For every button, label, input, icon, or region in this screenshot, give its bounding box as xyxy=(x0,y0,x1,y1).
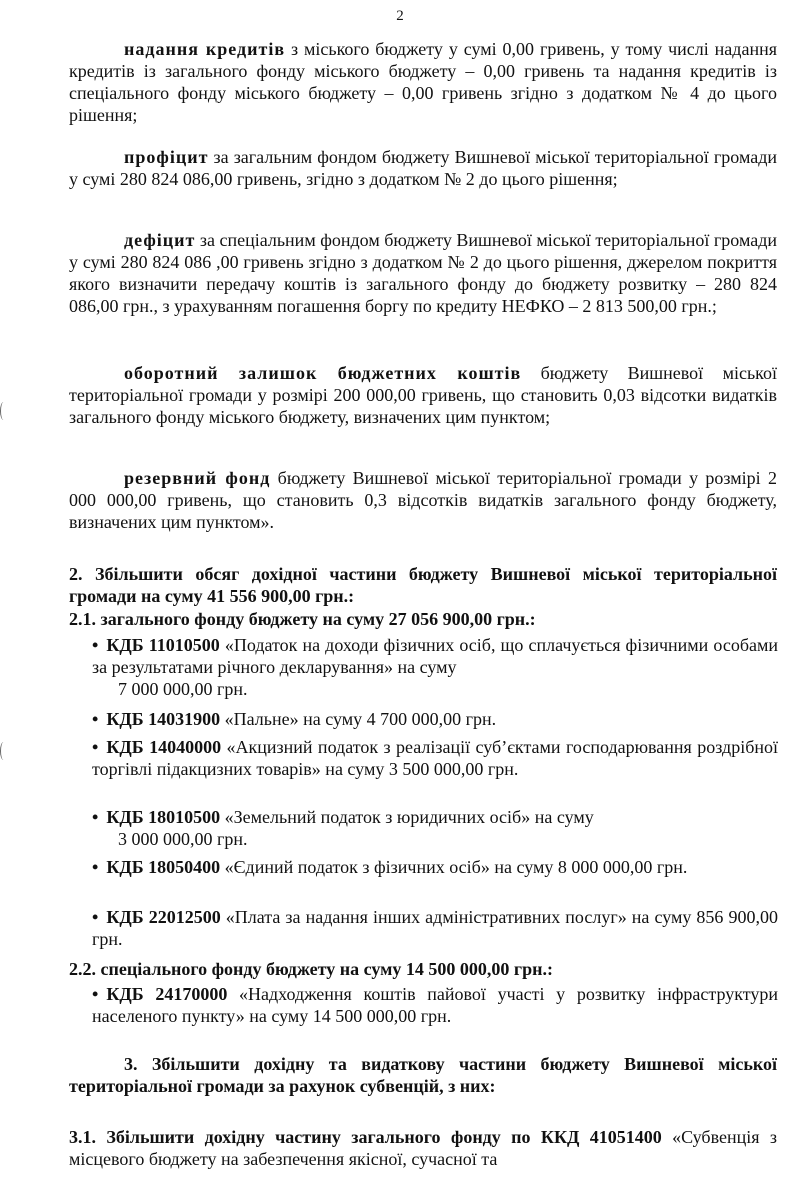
list-item xyxy=(92,906,778,950)
paragraph-deficit xyxy=(69,229,777,317)
paragraph-3-1 xyxy=(69,1126,777,1170)
budget-code: КДБ 14040000 xyxy=(106,737,222,757)
list-item-continuation: 7 000 000,00 грн. xyxy=(118,679,248,699)
budget-code: КДБ 14031900 xyxy=(106,709,221,729)
paragraph-credits xyxy=(69,38,777,126)
term-credits: надання кредитів xyxy=(124,39,286,59)
bullet-icon: • xyxy=(92,737,99,757)
list-item-text: «Єдиний податок з фізичних осіб» на суму 8 000 000,00 грн. xyxy=(220,857,688,877)
list-item-text: «Плата за надання інших адміністративних послуг» на суму 856 900,00 грн. xyxy=(92,907,778,949)
list-item-text: «Акцизний податок з реалізації суб’єктами господарювання роздрібної торгівлі підакцизних товарів» на суму 3 500 000,00 грн. xyxy=(92,737,778,779)
paragraph-credits-text: з міського бюджету у сумі 0,00 гривень, у тому числі надання кредитів із загального фонду міського бюджету – 0,00 гривень та надання кредитів із спеціального фонду міського бюджету – 0,00 гривень згідно з додатком № 4 до цього рішення; xyxy=(69,39,777,125)
list-item-text: «Податок на доходи фізичних осіб, що сплачується фізичними особами за результатами річного декларування» на суму xyxy=(92,635,778,677)
term-surplus: профіцит xyxy=(124,147,209,167)
paragraph-3-1-text: «Субвенція з місцевого бюджету на забезпечення якісної, сучасної та xyxy=(69,1127,777,1169)
section-3-heading: 3. Збільшити дохідну та видаткову частини бюджету Вишневої міської територіальної громади за рахунок субвенцій, з них: xyxy=(69,1054,777,1096)
budget-code: КДБ 24170000 xyxy=(106,984,228,1004)
term-deficit: дефіцит xyxy=(124,230,196,250)
bullet-icon: • xyxy=(92,907,99,927)
list-item-text: «Пальне» на суму 4 700 000,00 грн. xyxy=(220,709,497,729)
list-item xyxy=(92,856,778,878)
list-item-text: «Земельний податок з юридичних осіб» на суму xyxy=(220,807,594,827)
paragraph-working-balance-text: бюджету Вишневої міської територіальної громади у розмірі 200 000,00 гривень, що становить 0,03 відсотки видатків загального фонду міського бюджету, визначених цим пунктом; xyxy=(69,363,777,427)
term-reserve-fund: резервний фонд xyxy=(124,468,271,488)
section-2-2-heading: 2.2. спеціального фонду бюджету на суму 14 500 000,00 грн.: xyxy=(69,959,553,979)
list-item xyxy=(92,634,778,700)
list-item xyxy=(92,806,778,850)
bullet-icon: • xyxy=(92,709,99,729)
budget-code: КДБ 18010500 xyxy=(106,807,221,827)
paragraph-surplus-text: за загальним фондом бюджету Вишневої міської територіальної громади у сумі 280 824 086,00 гривень, згідно з додатком № 2 до цього рішення; xyxy=(69,147,777,189)
bullet-icon: • xyxy=(92,807,99,827)
page-number: 2 xyxy=(396,8,404,24)
list-item-text: «Надходження коштів пайової участі у розвитку інфраструктури населеного пункту» на суму 14 500 000,00 грн. xyxy=(92,984,778,1026)
list-item-continuation: 3 000 000,00 грн. xyxy=(118,829,248,849)
list-item xyxy=(92,736,778,780)
term-working-balance: оборотний залишок бюджетних коштів xyxy=(124,363,522,383)
scan-margin-mark xyxy=(0,402,7,420)
paragraph-deficit-text: за спеціальним фондом бюджету Вишневої міської територіальної громади у сумі 280 824 086 ,00 гривень згідно з додатком № 2 до цього рішення, джерелом покриття якого визначити передачу коштів із загального фонду до бюджету розвитку – 280 824 086,00 грн., з урахуванням погашення боргу по кредиту НЕФКО – 2 813 500,00 грн.; xyxy=(69,230,777,316)
section-2-1-heading: 2.1. загального фонду бюджету на суму 27 056 900,00 грн.: xyxy=(69,609,536,629)
section-3-1-lead: 3.1. Збільшити дохідну частину загального фонду по ККД 41051400 xyxy=(69,1127,662,1147)
paragraph-reserve-fund xyxy=(69,467,777,533)
paragraph-surplus xyxy=(69,146,777,190)
bullet-icon: • xyxy=(92,635,99,655)
list-item xyxy=(92,708,778,730)
budget-code: КДБ 22012500 xyxy=(106,907,221,927)
budget-code: КДБ 18050400 xyxy=(106,857,221,877)
section-2-heading: 2. Збільшити обсяг дохідної частини бюджету Вишневої міської територіальної громади на суму 41 556 900,00 грн.: xyxy=(69,564,777,606)
bullet-icon: • xyxy=(92,984,99,1004)
bullet-icon: • xyxy=(92,857,99,877)
budget-code: КДБ 11010500 xyxy=(106,635,220,655)
list-item xyxy=(92,983,778,1027)
scan-margin-mark xyxy=(0,742,7,760)
paragraph-working-balance xyxy=(69,362,777,428)
paragraph-reserve-fund-text: бюджету Вишневої міської територіальної громади у розмірі 2 000 000,00 гривень, що становить 0,3 відсотків видатків загального фонду бюджету, визначених цим пунктом». xyxy=(69,468,778,532)
